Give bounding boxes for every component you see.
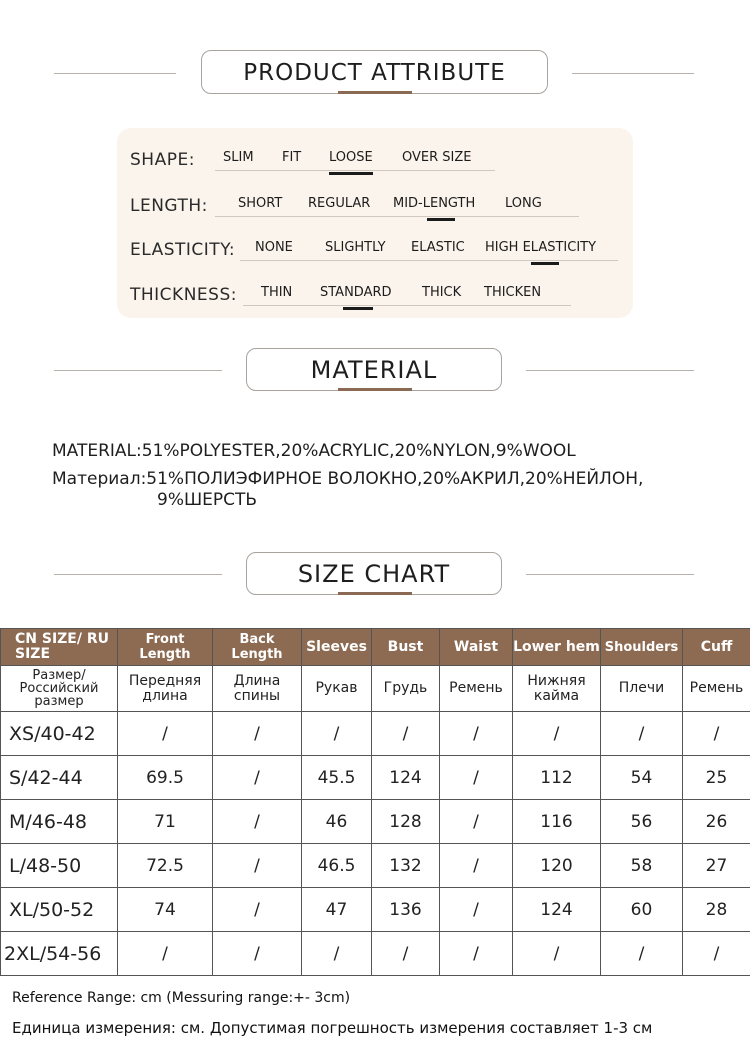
attr-option: FIT (282, 150, 302, 165)
header-ru-cell: Длина спины (213, 666, 302, 712)
table-row (1, 800, 750, 844)
attr-option: LONG (505, 196, 542, 211)
size-cell: XS/40-42 (1, 712, 118, 756)
attr-label: SHAPE: (130, 150, 195, 170)
header-cell: Cuff (683, 629, 750, 666)
value-cell: 45.5 (302, 756, 372, 800)
selected-marker (531, 262, 559, 265)
value-cell: 46 (302, 800, 372, 844)
value-cell: 128 (372, 800, 440, 844)
size-cell: L/48-50 (1, 844, 118, 888)
header-row-ru (1, 666, 750, 712)
table-row (1, 712, 750, 756)
material-ru-line2 (157, 490, 257, 510)
material-ru-value-line1: 51%ПОЛИЭФИРНОЕ ВОЛОКНО,20%АКРИЛ,20%НЕЙЛОН, (146, 469, 644, 489)
title-underline (338, 592, 412, 595)
header-ru-cell: Ремень (440, 666, 513, 712)
table-row (1, 888, 750, 932)
value-cell: 132 (372, 844, 440, 888)
attr-row-shape (117, 136, 633, 172)
attr-label: THICKNESS: (130, 285, 237, 305)
attr-option: SLIM (223, 150, 254, 165)
header-ru-cell: Плечи (601, 666, 683, 712)
value-cell: / (213, 932, 302, 976)
value-cell: / (118, 712, 213, 756)
header-ru-cell: Грудь (372, 666, 440, 712)
material-title: MATERIAL (310, 356, 438, 384)
value-cell: 74 (118, 888, 213, 932)
selected-marker (329, 172, 373, 175)
value-cell: 58 (601, 844, 683, 888)
value-cell: / (513, 712, 601, 756)
attr-option: REGULAR (308, 196, 371, 211)
size-cell: 2XL/54-56 (1, 932, 118, 976)
header-cell: Bust (372, 629, 440, 666)
table-row (1, 756, 750, 800)
value-cell: / (372, 932, 440, 976)
size-chart-title-pill (246, 552, 502, 595)
value-cell: 27 (683, 844, 750, 888)
attr-option: THICKEN (484, 285, 542, 300)
value-cell: / (513, 932, 601, 976)
size-cell: M/46-48 (1, 800, 118, 844)
size-chart-title: SIZE CHART (297, 560, 451, 588)
value-cell: 60 (601, 888, 683, 932)
value-cell: / (601, 712, 683, 756)
value-cell: / (440, 932, 513, 976)
header-ru-cell: Рукав (302, 666, 372, 712)
header-cell: Waist (440, 629, 513, 666)
value-cell: 112 (513, 756, 601, 800)
selected-marker (427, 218, 455, 221)
attr-option-selected: MID-LENGTH (393, 196, 476, 211)
attr-option-selected: STANDARD (320, 285, 392, 300)
footnote-en: Reference Range: cm (Messuring range:+- 3cm) (12, 990, 351, 1006)
attr-label: ELASTICITY: (130, 240, 236, 260)
material-en (52, 441, 576, 461)
selected-marker (343, 307, 373, 310)
attr-rule (243, 305, 571, 306)
header-cell: Shoulders (601, 629, 683, 666)
value-cell: 69.5 (118, 756, 213, 800)
title-underline (338, 91, 412, 94)
value-cell: / (601, 932, 683, 976)
value-cell: 54 (601, 756, 683, 800)
value-cell: / (440, 888, 513, 932)
header-cell: CN SIZE/ RU SIZE (1, 629, 118, 666)
divider-line-right (526, 370, 694, 371)
divider-line-left (54, 370, 222, 371)
value-cell: / (118, 932, 213, 976)
attr-row-elasticity (117, 226, 633, 262)
attr-rule (215, 216, 579, 217)
header-cell: Back Length (213, 629, 302, 666)
attr-row-length (117, 182, 633, 218)
attr-option: THICK (422, 285, 462, 300)
attribute-title-pill (201, 50, 548, 94)
header-ru-cell: Ремень (683, 666, 750, 712)
value-cell: / (213, 844, 302, 888)
size-cell: S/42-44 (1, 756, 118, 800)
divider-line-right (572, 73, 694, 74)
material-en-value: 51%POLYESTER,20%ACRYLIC,20%NYLON,9%WOOL (141, 441, 576, 461)
value-cell: 116 (513, 800, 601, 844)
value-cell: / (683, 932, 750, 976)
value-cell: 46.5 (302, 844, 372, 888)
header-cell: Lower hem (513, 629, 601, 666)
divider-line-left (54, 73, 176, 74)
attribute-panel (117, 128, 633, 318)
value-cell: / (213, 756, 302, 800)
value-cell: 71 (118, 800, 213, 844)
footnote-ru: Единица измерения: см. Допустимая погрешность измерения составляет 1-3 см (12, 1019, 653, 1037)
attr-option: SLIGHTLY (325, 240, 386, 255)
value-cell: 124 (513, 888, 601, 932)
value-cell: 136 (372, 888, 440, 932)
value-cell: / (213, 800, 302, 844)
value-cell: / (302, 932, 372, 976)
divider-line-right (526, 574, 694, 575)
value-cell: / (302, 712, 372, 756)
value-cell: 26 (683, 800, 750, 844)
material-ru-value-line2: 9%ШЕРСТЬ (157, 490, 258, 510)
header-ru-cell: Нижняя кайма (513, 666, 601, 712)
header-ru-cell: Размер/ Российский размер (1, 666, 118, 712)
attribute-title: PRODUCT ATTRIBUTE (243, 60, 506, 86)
attr-option: NONE (255, 240, 293, 255)
material-en-label: MATERIAL: (52, 441, 142, 461)
attr-option: THIN (261, 285, 293, 300)
attr-label: LENGTH: (130, 196, 208, 216)
header-ru-cell: Передняя длина (118, 666, 213, 712)
table-row (1, 844, 750, 888)
material-ru-label: Материал: (52, 469, 147, 489)
header-cell: Front Length (118, 629, 213, 666)
value-cell: / (213, 888, 302, 932)
header-cell: Sleeves (302, 629, 372, 666)
attr-option: ELASTIC (411, 240, 465, 255)
value-cell: / (213, 712, 302, 756)
attr-row-thickness (117, 271, 633, 307)
value-cell: / (440, 756, 513, 800)
value-cell: 124 (372, 756, 440, 800)
title-underline (338, 388, 412, 391)
attr-rule (240, 260, 618, 261)
size-chart-table (0, 628, 750, 976)
attr-option-selected: HIGH ELASTICITY (485, 240, 597, 255)
value-cell: / (440, 712, 513, 756)
attr-option: OVER SIZE (402, 150, 472, 165)
table-row (1, 932, 750, 976)
header-row-en (1, 629, 750, 666)
divider-line-left (54, 574, 222, 575)
value-cell: 72.5 (118, 844, 213, 888)
value-cell: / (683, 712, 750, 756)
value-cell: 56 (601, 800, 683, 844)
value-cell: / (440, 844, 513, 888)
value-cell: 28 (683, 888, 750, 932)
value-cell: 47 (302, 888, 372, 932)
attr-rule (215, 170, 495, 171)
value-cell: 25 (683, 756, 750, 800)
material-title-pill (246, 348, 502, 391)
attr-option-selected: LOOSE (329, 150, 373, 165)
material-ru (52, 469, 643, 489)
attr-option: SHORT (238, 196, 283, 211)
value-cell: / (440, 800, 513, 844)
value-cell: / (372, 712, 440, 756)
value-cell: 120 (513, 844, 601, 888)
size-cell: XL/50-52 (1, 888, 118, 932)
